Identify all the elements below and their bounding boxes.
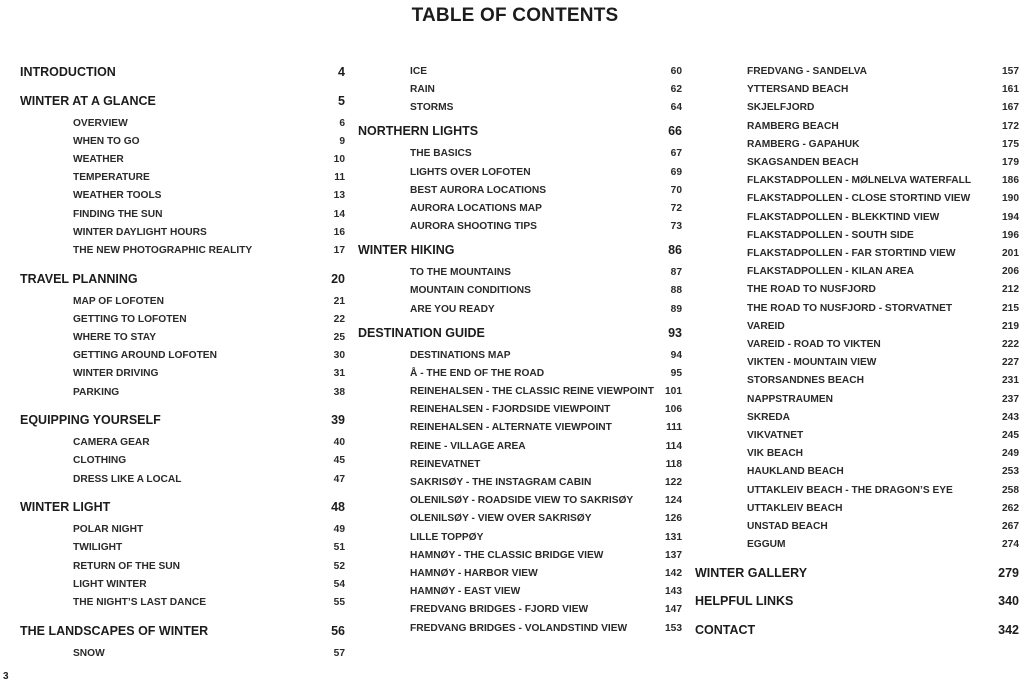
- toc-entry-page: 62: [670, 84, 682, 96]
- page-number: 3: [3, 671, 9, 682]
- toc-entry-label: HAMNØY - THE CLASSIC BRIDGE VIEW: [410, 549, 604, 561]
- toc-entry-page: 167: [1002, 102, 1019, 114]
- toc-entry-label: STORSANDNES BEACH: [747, 375, 864, 387]
- toc-entry-label: NAPPSTRAUMEN: [747, 393, 834, 405]
- toc-entry-label: AURORA SHOOTING TIPS: [410, 221, 537, 233]
- toc-entry-page: 267: [1002, 521, 1019, 532]
- toc-entry[interactable]: [695, 430, 1019, 441]
- toc-entry-page: 55: [333, 597, 345, 608]
- toc-entry-page: 45: [333, 455, 345, 467]
- toc-entry-label: CLOTHING: [73, 455, 127, 467]
- toc-entry-label: FLAKSTADPOLLEN - BLEKKTIND VIEW: [747, 211, 940, 223]
- toc-entry-page: 66: [668, 124, 682, 139]
- toc-entry-label: THE NIGHT’S LAST DANCE: [73, 597, 207, 608]
- toc-entry[interactable]: [358, 422, 682, 433]
- toc-section-entry[interactable]: [695, 623, 1019, 637]
- toc-entry-label: DESTINATIONS MAP: [410, 349, 511, 361]
- toc-entry-label: CONTACT: [695, 623, 756, 637]
- toc-entry-page: 6: [339, 117, 345, 129]
- toc-entry[interactable]: [20, 387, 345, 398]
- toc-entry-label: MOUNTAIN CONDITIONS: [410, 285, 531, 297]
- toc-entry-label: SAKRISØY - THE INSTAGRAM CABIN: [410, 477, 592, 488]
- toc-section-entry[interactable]: [20, 94, 345, 108]
- toc-entry-label: GETTING AROUND LOFOTEN: [73, 350, 217, 362]
- toc-entry-page: 279: [998, 565, 1019, 580]
- toc-entry-label: CAMERA GEAR: [73, 437, 150, 449]
- toc-entry-page: 215: [1002, 302, 1019, 314]
- toc-entry[interactable]: [695, 212, 1019, 223]
- toc-entry[interactable]: [358, 513, 682, 524]
- toc-entry-page: 237: [1002, 393, 1019, 405]
- toc-entry-page: 64: [670, 102, 682, 114]
- toc-entry-page: 143: [665, 586, 682, 598]
- toc-entry[interactable]: [20, 350, 345, 361]
- toc-section-entry[interactable]: [20, 500, 345, 514]
- toc-entry[interactable]: [695, 539, 1019, 550]
- toc-entry[interactable]: [695, 66, 1019, 77]
- toc-entry-page: 69: [670, 166, 682, 178]
- toc-entry-page: 72: [670, 203, 682, 214]
- page-title: TABLE OF CONTENTS: [411, 5, 619, 26]
- toc-entry[interactable]: [20, 209, 345, 220]
- toc-entry-page: 95: [670, 367, 682, 379]
- toc-entry-label: WINTER AT A GLANCE: [20, 93, 156, 108]
- toc-entry[interactable]: [20, 118, 345, 129]
- toc-entry-label: FREDVANG - SANDELVA: [747, 66, 867, 77]
- toc-section-entry[interactable]: [695, 594, 1019, 608]
- toc-section-entry[interactable]: [20, 272, 345, 286]
- toc-entry[interactable]: [20, 136, 345, 147]
- toc-entry-page: 39: [331, 413, 345, 428]
- toc-entry-page: 57: [333, 647, 345, 659]
- toc-entry-label: HAMNØY - EAST VIEW: [410, 586, 521, 598]
- toc-entry-page: 161: [1002, 84, 1019, 96]
- toc-entry-label: Å - THE END OF THE ROAD: [410, 367, 545, 379]
- toc-entry-label: FINDING THE SUN: [73, 208, 163, 220]
- toc-entry-page: 48: [331, 500, 345, 515]
- toc-entry-page: 118: [665, 458, 682, 470]
- toc-entry-label: GETTING TO LOFOTEN: [73, 313, 187, 325]
- toc-entry[interactable]: [358, 604, 682, 615]
- toc-entry-label: WHERE TO STAY: [73, 332, 157, 343]
- toc-entry[interactable]: [358, 586, 682, 597]
- toc-entry[interactable]: [358, 532, 682, 543]
- toc-entry[interactable]: [20, 154, 345, 165]
- toc-entry-label: RAIN: [410, 84, 435, 96]
- toc-entry-label: POLAR NIGHT: [73, 524, 144, 536]
- toc-entry-page: 49: [333, 524, 345, 536]
- toc-entry[interactable]: [20, 332, 345, 343]
- toc-entry[interactable]: [358, 568, 682, 579]
- toc-entry[interactable]: [695, 230, 1019, 241]
- toc-entry-page: 111: [666, 422, 682, 434]
- toc-entry-label: THE NEW PHOTOGRAPHIC REALITY: [73, 245, 253, 256]
- toc-section-entry[interactable]: [358, 243, 682, 257]
- toc-entry-page: 86: [668, 243, 682, 258]
- toc-entry-label: REINEVATNET: [410, 458, 481, 470]
- toc-entry-page: 190: [1002, 193, 1019, 205]
- toc-section-entry[interactable]: [20, 65, 345, 79]
- toc-entry-label: WINTER HIKING: [358, 243, 455, 258]
- toc-entry[interactable]: [20, 227, 345, 238]
- toc-entry[interactable]: [358, 285, 682, 296]
- toc-entry-page: 206: [1002, 266, 1019, 278]
- toc-entry-label: DRESS LIKE A LOCAL: [73, 473, 182, 485]
- toc-entry[interactable]: [695, 466, 1019, 477]
- toc-entry-label: HAUKLAND BEACH: [747, 466, 844, 478]
- toc-entry-page: 157: [1002, 66, 1019, 77]
- toc-entry-label: VAREID: [747, 320, 785, 332]
- toc-entry-label: SKREDA: [747, 411, 791, 423]
- toc-entry[interactable]: [358, 368, 682, 379]
- toc-entry[interactable]: [695, 84, 1019, 95]
- toc-entry[interactable]: [20, 437, 345, 448]
- toc-entry-page: 122: [665, 477, 682, 488]
- toc-entry-page: 60: [670, 66, 682, 77]
- toc-entry-label: TO THE MOUNTAINS: [410, 267, 511, 279]
- toc-entry-label: MAP OF LOFOTEN: [73, 295, 164, 307]
- toc-entry-label: TWILIGHT: [73, 542, 123, 554]
- toc-section-entry[interactable]: [695, 566, 1019, 580]
- toc-entry-label: OVERVIEW: [73, 117, 128, 129]
- toc-entry-label: EGGUM: [747, 539, 786, 551]
- toc-entry-page: 88: [670, 285, 682, 297]
- toc-entry[interactable]: [358, 477, 682, 488]
- toc-entry[interactable]: [358, 185, 682, 196]
- toc-entry[interactable]: [20, 648, 345, 659]
- toc-entry[interactable]: [358, 221, 682, 232]
- toc-entry-page: 30: [333, 350, 345, 362]
- toc-entry-page: 14: [333, 208, 345, 220]
- toc-entry-page: 47: [333, 473, 345, 485]
- toc-entry-page: 10: [333, 154, 345, 165]
- toc-entry-page: 101: [665, 386, 682, 397]
- toc-entry-page: 131: [665, 531, 682, 543]
- toc-entry-label: HELPFUL LINKS: [695, 594, 794, 609]
- toc-entry-page: 126: [665, 513, 682, 525]
- toc-entry-label: WHEN TO GO: [73, 135, 140, 147]
- toc-entry-page: 219: [1002, 320, 1019, 332]
- toc-entry-page: 175: [1002, 138, 1019, 150]
- toc-entry-label: SKAGSANDEN BEACH: [747, 157, 859, 168]
- toc-entry-page: 40: [333, 437, 345, 449]
- toc-entry-page: 31: [333, 368, 345, 380]
- toc-entry-page: 16: [333, 226, 345, 238]
- toc-entry-label: DESTINATION GUIDE: [358, 325, 485, 340]
- toc-entry-page: 73: [670, 221, 682, 233]
- toc-entry-page: 231: [1002, 375, 1019, 387]
- toc-entry-label: THE ROAD TO NUSFJORD: [747, 284, 876, 296]
- toc-entry[interactable]: [695, 412, 1019, 423]
- toc-entry[interactable]: [358, 350, 682, 361]
- toc-entry[interactable]: [695, 284, 1019, 295]
- toc-entry[interactable]: [695, 266, 1019, 277]
- toc-entry-label: FLAKSTADPOLLEN - CLOSE STORTIND VIEW: [747, 193, 971, 205]
- toc-entry[interactable]: [695, 321, 1019, 332]
- toc-entry-page: 89: [670, 303, 682, 315]
- toc-entry[interactable]: [695, 394, 1019, 405]
- toc-entry[interactable]: [20, 524, 345, 535]
- toc-entry[interactable]: [358, 404, 682, 415]
- toc-entry-page: 153: [665, 622, 682, 634]
- toc-entry-page: 179: [1002, 157, 1019, 168]
- toc-entry[interactable]: [695, 503, 1019, 514]
- toc-entry[interactable]: [358, 495, 682, 506]
- toc-entry[interactable]: [695, 448, 1019, 459]
- toc-entry-label: SNOW: [73, 647, 105, 659]
- toc-entry[interactable]: [695, 175, 1019, 186]
- toc-entry-label: ICE: [410, 66, 427, 77]
- toc-entry-label: STORMS: [410, 102, 454, 114]
- toc-entry-label: OLENILSØY - ROADSIDE VIEW TO SAKRISØY: [410, 495, 634, 507]
- toc-entry[interactable]: [695, 157, 1019, 168]
- toc-entry-page: 243: [1002, 411, 1019, 423]
- toc-entry-page: 201: [1002, 248, 1019, 259]
- toc-entry-page: 258: [1002, 484, 1019, 496]
- toc-entry-label: WINTER GALLERY: [695, 565, 808, 580]
- toc-entry-label: FLAKSTADPOLLEN - SOUTH SIDE: [747, 229, 914, 241]
- toc-entry-page: 4: [338, 65, 345, 79]
- toc-entry[interactable]: [695, 521, 1019, 532]
- toc-entry[interactable]: [20, 542, 345, 553]
- toc-entry-label: TRAVEL PLANNING: [20, 271, 138, 286]
- toc-entry-label: EQUIPPING YOURSELF: [20, 413, 161, 428]
- toc-entry-label: UTTAKLEIV BEACH - THE DRAGON’S EYE: [747, 484, 953, 496]
- toc-entry[interactable]: [20, 597, 345, 608]
- toc-entry-page: 67: [670, 148, 682, 160]
- toc-entry-page: 253: [1002, 466, 1019, 478]
- toc-entry-page: 172: [1002, 120, 1019, 132]
- toc-entry-label: VIKVATNET: [747, 430, 804, 441]
- toc-entry-page: 25: [333, 332, 345, 343]
- toc-entry-page: 93: [668, 325, 682, 340]
- toc-entry-page: 38: [333, 386, 345, 398]
- toc-entry-label: ARE YOU READY: [410, 303, 495, 315]
- toc-entry-page: 262: [1002, 502, 1019, 514]
- toc-entry[interactable]: [358, 304, 682, 315]
- toc-entry[interactable]: [358, 203, 682, 214]
- toc-entry-label: YTTERSAND BEACH: [747, 84, 849, 96]
- toc-entry[interactable]: [358, 148, 682, 159]
- toc-entry-label: WEATHER: [73, 154, 124, 165]
- toc-entry-label: VAREID - ROAD TO VIKTEN: [747, 339, 881, 350]
- toc-entry[interactable]: [358, 267, 682, 278]
- toc-entry-page: 17: [333, 245, 345, 256]
- toc-entry-page: 56: [331, 623, 345, 638]
- toc-entry-page: 137: [665, 549, 682, 561]
- toc-entry[interactable]: [695, 339, 1019, 350]
- toc-entry-label: LIGHTS OVER LOFOTEN: [410, 166, 531, 178]
- toc-entry[interactable]: [358, 66, 682, 77]
- toc-entry[interactable]: [358, 550, 682, 561]
- toc-entry-label: REINEHALSEN - THE CLASSIC REINE VIEWPOINT: [410, 386, 654, 397]
- toc-entry-label: REINE - VILLAGE AREA: [410, 440, 526, 452]
- toc-section-entry[interactable]: [20, 624, 345, 638]
- toc-entry[interactable]: [20, 579, 345, 590]
- toc-entry-page: 249: [1002, 448, 1019, 460]
- toc-entry-page: 342: [998, 623, 1019, 637]
- toc-entry-label: WINTER DRIVING: [73, 368, 159, 380]
- toc-entry-page: 222: [1002, 339, 1019, 350]
- toc-entry[interactable]: [358, 386, 682, 397]
- toc-entry-label: RAMBERG - GAPAHUK: [747, 138, 860, 150]
- toc-entry-page: 20: [331, 271, 345, 286]
- toc-entry-page: 70: [670, 184, 682, 196]
- toc-entry-label: AURORA LOCATIONS MAP: [410, 203, 542, 214]
- toc-section-entry[interactable]: [20, 413, 345, 427]
- toc-entry-label: REINEHALSEN - FJORDSIDE VIEWPOINT: [410, 404, 611, 416]
- toc-entry-page: 87: [670, 267, 682, 279]
- toc-entry-label: HAMNØY - HARBOR VIEW: [410, 568, 538, 579]
- toc-entry[interactable]: [695, 102, 1019, 113]
- toc-entry[interactable]: [20, 561, 345, 572]
- toc-entry[interactable]: [20, 314, 345, 325]
- toc-entry-label: NORTHERN LIGHTS: [358, 124, 479, 139]
- toc-entry[interactable]: [20, 455, 345, 466]
- toc-entry-label: RETURN OF THE SUN: [73, 560, 180, 572]
- toc-entry-label: WINTER DAYLIGHT HOURS: [73, 226, 207, 238]
- toc-entry[interactable]: [358, 441, 682, 452]
- toc-entry-label: THE BASICS: [410, 148, 472, 160]
- toc-entry-page: 22: [333, 313, 345, 325]
- toc-entry-label: THE LANDSCAPES OF WINTER: [20, 623, 209, 638]
- toc-entry[interactable]: [695, 139, 1019, 150]
- toc-entry-page: 340: [998, 594, 1019, 609]
- toc-entry[interactable]: [695, 485, 1019, 496]
- toc-entry-page: 51: [333, 542, 345, 554]
- toc-entry[interactable]: [358, 102, 682, 113]
- toc-entry-label: FLAKSTADPOLLEN - MØLNELVA WATERFALL: [747, 175, 972, 187]
- toc-entry-page: 124: [665, 495, 682, 507]
- toc-entry-page: 212: [1002, 284, 1019, 296]
- toc-entry-label: UTTAKLEIV BEACH: [747, 502, 843, 514]
- toc-entry-label: WEATHER TOOLS: [73, 190, 162, 202]
- toc-entry-page: 52: [333, 560, 345, 572]
- toc-entry-label: FREDVANG BRIDGES - VOLANDSTIND VIEW: [410, 622, 628, 634]
- toc-entry-page: 194: [1002, 211, 1019, 223]
- toc-entry-page: 54: [333, 578, 345, 590]
- toc-entry[interactable]: [20, 368, 345, 379]
- toc-entry-page: 196: [1002, 229, 1019, 241]
- toc-entry-label: OLENILSØY - VIEW OVER SAKRISØY: [410, 513, 592, 525]
- toc-entry[interactable]: [20, 190, 345, 201]
- toc-entry[interactable]: [358, 623, 682, 634]
- toc-entry[interactable]: [358, 84, 682, 95]
- toc-entry-page: 114: [665, 440, 682, 452]
- toc-section-entry[interactable]: [358, 326, 682, 340]
- toc-entry-label: LIGHT WINTER: [73, 578, 147, 590]
- toc-entry-page: 106: [665, 404, 682, 416]
- toc-entry-label: UNSTAD BEACH: [747, 521, 828, 532]
- toc-entry-page: 21: [333, 295, 345, 307]
- toc-entry-label: VIKTEN - MOUNTAIN VIEW: [747, 357, 877, 369]
- toc-entry[interactable]: [358, 167, 682, 178]
- toc-entry-label: WINTER LIGHT: [20, 500, 111, 515]
- toc-entry-label: SKJELFJORD: [747, 102, 815, 114]
- toc-entry-label: PARKING: [73, 386, 120, 398]
- toc-entry-label: FREDVANG BRIDGES - FJORD VIEW: [410, 604, 589, 616]
- toc-entry[interactable]: [20, 296, 345, 307]
- toc-entry-label: VIK BEACH: [747, 448, 804, 460]
- toc-entry-label: REINEHALSEN - ALTERNATE VIEWPOINT: [410, 422, 612, 434]
- toc-entry-label: LILLE TOPPØY: [410, 531, 484, 543]
- toc-entry-page: 142: [665, 568, 682, 579]
- toc-entry[interactable]: [695, 357, 1019, 368]
- toc-entry-page: 274: [1002, 539, 1019, 551]
- toc-entry[interactable]: [20, 245, 345, 256]
- toc-entry-label: INTRODUCTION: [20, 65, 116, 79]
- toc-entry[interactable]: [695, 121, 1019, 132]
- toc-entry-label: BEST AURORA LOCATIONS: [410, 184, 547, 196]
- toc-entry[interactable]: [695, 193, 1019, 204]
- toc-entry-page: 147: [665, 604, 682, 616]
- toc-entry[interactable]: [695, 248, 1019, 259]
- toc-entry-label: THE ROAD TO NUSFJORD - STORVATNET: [747, 302, 953, 314]
- toc-section-entry[interactable]: [358, 124, 682, 138]
- toc-entry-label: FLAKSTADPOLLEN - KILAN AREA: [747, 266, 914, 278]
- toc-entry-page: 13: [333, 190, 345, 202]
- toc-entry-page: 245: [1002, 430, 1019, 441]
- toc-entry-page: 186: [1002, 175, 1019, 187]
- toc-entry-label: RAMBERG BEACH: [747, 120, 839, 132]
- toc-entry[interactable]: [20, 474, 345, 485]
- toc-entry[interactable]: [20, 172, 345, 183]
- toc-entry[interactable]: [695, 303, 1019, 314]
- toc-entry-page: 11: [334, 172, 345, 184]
- toc-entry-page: 9: [339, 135, 345, 147]
- toc-entry-label: FLAKSTADPOLLEN - FAR STORTIND VIEW: [747, 248, 956, 259]
- toc-entry-label: TEMPERATURE: [73, 172, 150, 184]
- toc-entry[interactable]: [358, 459, 682, 470]
- toc-entry-page: 227: [1002, 357, 1019, 369]
- toc-entry-page: 94: [670, 349, 682, 361]
- toc-entry[interactable]: [695, 375, 1019, 386]
- toc-entry-page: 5: [338, 93, 345, 108]
